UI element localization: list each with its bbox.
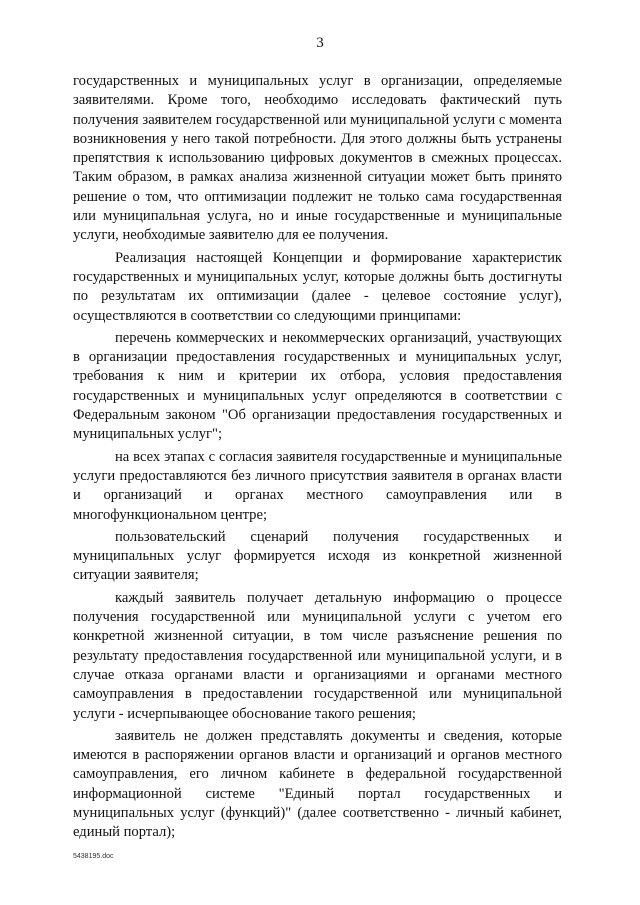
paragraph-4: на всех этапах с согласия заявителя государственные и муниципальные услуги предоставляются без личного присутствия заявителя в органах власти и организаций и органах местного самоуправления или в многофункциональном центре;: [73, 448, 562, 523]
paragraph-7: заявитель не должен представлять документы и сведения, которые имеются в распоряжении органов власти и организаций и органов местного самоуправления, его личном кабинете в федеральной государственной информационной системе "Единый портал государственных и муниципальных услуг (функций)" (далее соответственно - личный кабинет, единый портал);: [73, 727, 562, 841]
body-text: [73, 72, 562, 843]
paragraph-1: государственных и муниципальных услуг в организации, определяемые заявителями. Кроме того, необходимо исследовать фактический путь получения заявителем государственной или муниципальной услуги с момента возникновения у него такой потребности. Для этого должны быть устранены препятствия к использованию цифровых документов в смежных процессах. Таким образом, в рамках анализа жизненной ситуации может быть принято решение о том, что оптимизации подлежит не только сама государственная или муниципальная услуга, но и иные государственные и муниципальные услуги, необходимые заявителю для ее получения.: [73, 73, 562, 244]
paragraph-5: пользовательский сценарий получения государственных и муниципальных услуг формируется исходя из конкретной жизненной ситуации заявителя;: [73, 528, 562, 584]
paragraph-3: перечень коммерческих и некоммерческих организаций, участвующих в организации предоставления государственных и муниципальных услуг, требования к ним и критерии их отбора, условия предоставления государственных и муниципальных услуг определяются в соответствии с Федеральным законом "Об организации предоставления государственных и муниципальных услуг";: [73, 329, 562, 443]
page-number: 3: [316, 35, 324, 51]
file-footer: 5438195.doc: [73, 853, 114, 860]
paragraph-6: каждый заявитель получает детальную информацию о процессе получения государственной или муниципальной услуги с учетом его конкретной жизненной ситуации, в том числе разъяснение решения по результату предоставления государственной или муниципальной услуги, и в случае отказа органами власти и организациями и органами местного самоуправления в предоставлении государственной или муниципальной услуги - исчерпывающее обоснование такого решения;: [73, 589, 562, 722]
paragraph-2: Реализация настоящей Концепции и формирование характеристик государственных и муниципальных услуг, которые должны быть достигнуты по результатам их оптимизации (далее - целевое состояние услуг), осуществляются в соответствии со следующими принципами:: [73, 249, 562, 324]
